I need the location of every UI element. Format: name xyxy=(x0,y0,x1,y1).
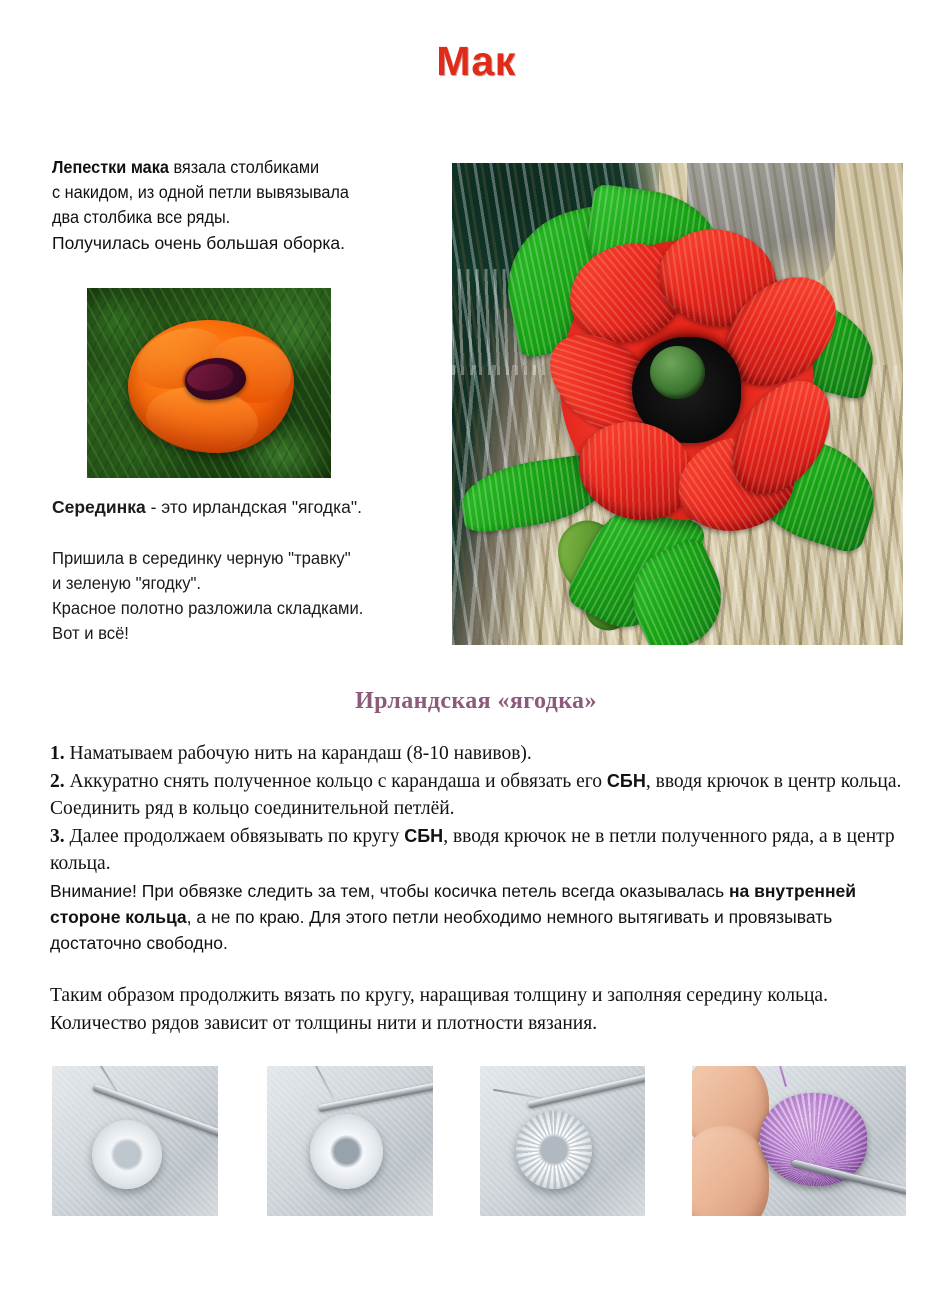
irish-berry-center xyxy=(650,346,704,399)
crochet-poppy-photo xyxy=(452,163,903,645)
note-text-b: , а не по краю. Для этого петли необходимо немного вытягивать и провязывать достаточно свободно. xyxy=(50,907,833,953)
closing-paragraph: Таким образом продолжить вязать по кругу, наращивая толщину и заполняя середину кольца. Количество рядов зависит от толщины нити и плотности вязания. xyxy=(50,985,828,1034)
step-1-number: 1. xyxy=(50,743,65,764)
step-photo-1 xyxy=(52,1066,218,1216)
intro-bold-lead: Лепестки мака xyxy=(52,157,169,177)
seredinka-rest: - это ирландская "ягодка". xyxy=(145,497,362,517)
step-2 xyxy=(50,768,916,823)
crocheted-ring xyxy=(516,1111,592,1189)
step-3-abbreviation: СБН xyxy=(404,825,444,846)
middle-paragraph xyxy=(52,495,452,646)
middle-line-1: Пришила в серединку черную "травку" xyxy=(52,548,351,568)
intro-line-2: с накидом, из одной петли вывязывала xyxy=(52,182,349,202)
middle-line-3: Красное полотно разложила складками. xyxy=(52,598,364,618)
instruction-steps xyxy=(50,740,916,878)
step-photo-3 xyxy=(480,1066,645,1216)
step-3-text-b: , вводя крючок не в петли полученного ряда, а в центр кольца. xyxy=(50,825,895,874)
step-3-text-a: Далее продолжаем обвязывать по кругу xyxy=(64,825,405,847)
step-2-text-b: , вводя крючок в центр кольца. Соединить ряд в кольцо соединительной петлёй. xyxy=(50,770,902,819)
step-2-number: 2. xyxy=(50,770,65,792)
intro-line-1-rest: вязала столбиками xyxy=(168,157,320,177)
step-3-number: 3. xyxy=(50,825,65,847)
step-3 xyxy=(50,823,916,878)
intro-line-3: два столбика все ряды. xyxy=(52,207,231,227)
step-1 xyxy=(50,740,916,768)
yarn-ring xyxy=(310,1114,383,1189)
step-photo-2 xyxy=(267,1066,433,1216)
step-1-text: Наматываем рабочую нить на карандаш (8-10 навивов). xyxy=(64,743,532,764)
intro-line-1 xyxy=(52,155,415,180)
step-2-abbreviation: СБН xyxy=(606,770,646,791)
note-bold: на внутренней стороне кольца xyxy=(50,881,857,927)
step-photo-4 xyxy=(692,1066,906,1216)
middle-line-2: и зеленую "ягодку". xyxy=(52,573,202,593)
real-poppy-photo xyxy=(87,288,331,478)
intro-paragraph xyxy=(52,155,442,256)
seredinka-line xyxy=(52,495,452,520)
section-heading: Ирландская «ягодка» xyxy=(355,688,597,714)
note-text-a: Внимание! При обвязке следить за тем, чтобы косичка петель всегда оказывалась xyxy=(50,881,729,901)
lilac-irish-berry xyxy=(760,1093,867,1186)
intro-line-4: Получилась очень большая оборка. xyxy=(52,233,345,253)
middle-line-4: Вот и всё! xyxy=(52,623,129,643)
yarn-ring xyxy=(92,1120,162,1189)
attention-note xyxy=(50,878,922,956)
page-title: Мак xyxy=(436,38,516,84)
step-2-text-a: Аккуратно снять полученное кольцо с карандаша и обвязать его xyxy=(64,770,607,792)
seredinka-bold: Серединка xyxy=(52,497,146,517)
